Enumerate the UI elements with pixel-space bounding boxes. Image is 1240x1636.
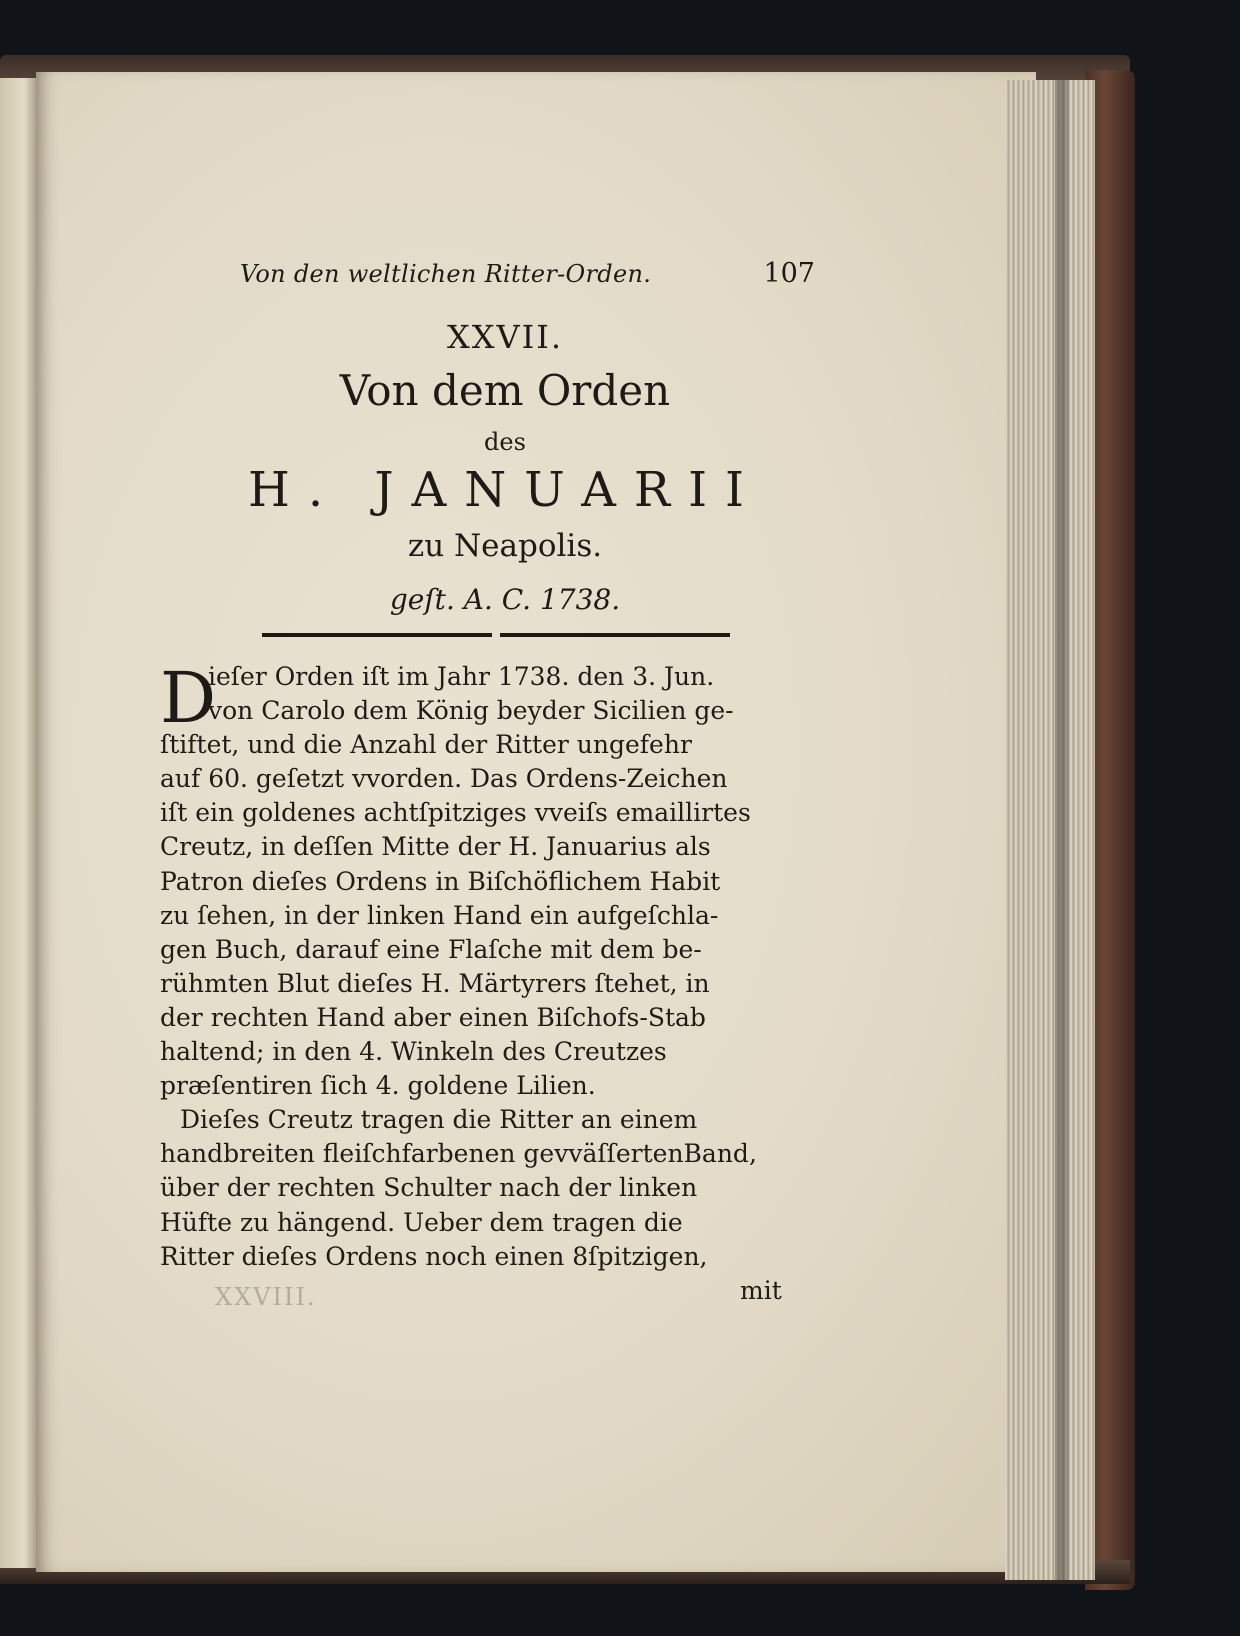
title-line-1: Von dem Orden: [339, 366, 671, 415]
page-block-edges: [1005, 80, 1095, 1580]
title-line-3: H. JANUARII: [248, 462, 762, 518]
divider-rule-right: [500, 633, 730, 637]
title-line-2: des: [484, 428, 526, 456]
title-line-4: zu Neapolis.: [407, 528, 603, 564]
body-line: auf 60. geſetzt vvorden. Das Ordens-Zeichen: [160, 764, 728, 794]
body-line: der rechten Hand aber einen Biſchofs-Stab: [160, 1002, 706, 1032]
body-line: Dieſes Creutz tragen die Ritter an einem: [180, 1105, 698, 1135]
body-line: præſentiren ſich 4. goldene Lilien.: [160, 1071, 596, 1101]
running-head-text: Von den weltlichen Ritter-Orden.: [240, 260, 652, 288]
title-founding-date: geſt. A. C. 1738.: [389, 583, 621, 616]
body-line: ieſer Orden iſt im Jahr 1738. den 3. Jun.: [208, 662, 715, 691]
facing-page-edge: [0, 78, 40, 1568]
body-text: [160, 657, 820, 1274]
body-line: über der rechten Schulter nach der linken: [160, 1173, 698, 1203]
body-line: von Carolo dem König beyder Sicilien ge-: [208, 696, 734, 726]
running-header: [240, 258, 815, 289]
body-line: ſtiftet, und die Anzahl der Ritter ungefehr: [160, 730, 692, 760]
body-line: Hüfte zu hängend. Ueber dem tragen die: [160, 1207, 683, 1237]
show-through-text: XXVIII.: [215, 1283, 317, 1311]
body-line: zu ſehen, in der linken Hand ein aufgeſchla-: [160, 900, 719, 930]
body-line: Creutz, in deſſen Mitte der H. Januarius als: [160, 832, 711, 862]
page-number: 107: [763, 258, 815, 289]
chapter-numeral: XXVII.: [446, 318, 564, 356]
body-line: handbreiten fleiſchfarbenen gevväſſertenBand,: [160, 1139, 757, 1169]
body-line: Ritter dieſes Ordens noch einen 8ſpitzigen,: [160, 1241, 708, 1271]
body-line: gen Buch, darauf eine Flaſche mit dem be-: [160, 934, 702, 964]
body-line: Patron dieſes Ordens in Biſchöflichem Habit: [160, 866, 721, 896]
catchword: mit: [740, 1276, 782, 1305]
drop-cap: D: [160, 657, 217, 739]
divider-rule-left: [262, 633, 492, 637]
body-line: haltend; in den 4. Winkeln des Creutzes: [160, 1037, 667, 1067]
body-line: rühmten Blut dieſes H. Märtyrers ſtehet, in: [160, 968, 710, 998]
body-line: iſt ein goldenes achtſpitziges vveiſs emaillirtes: [160, 798, 751, 828]
